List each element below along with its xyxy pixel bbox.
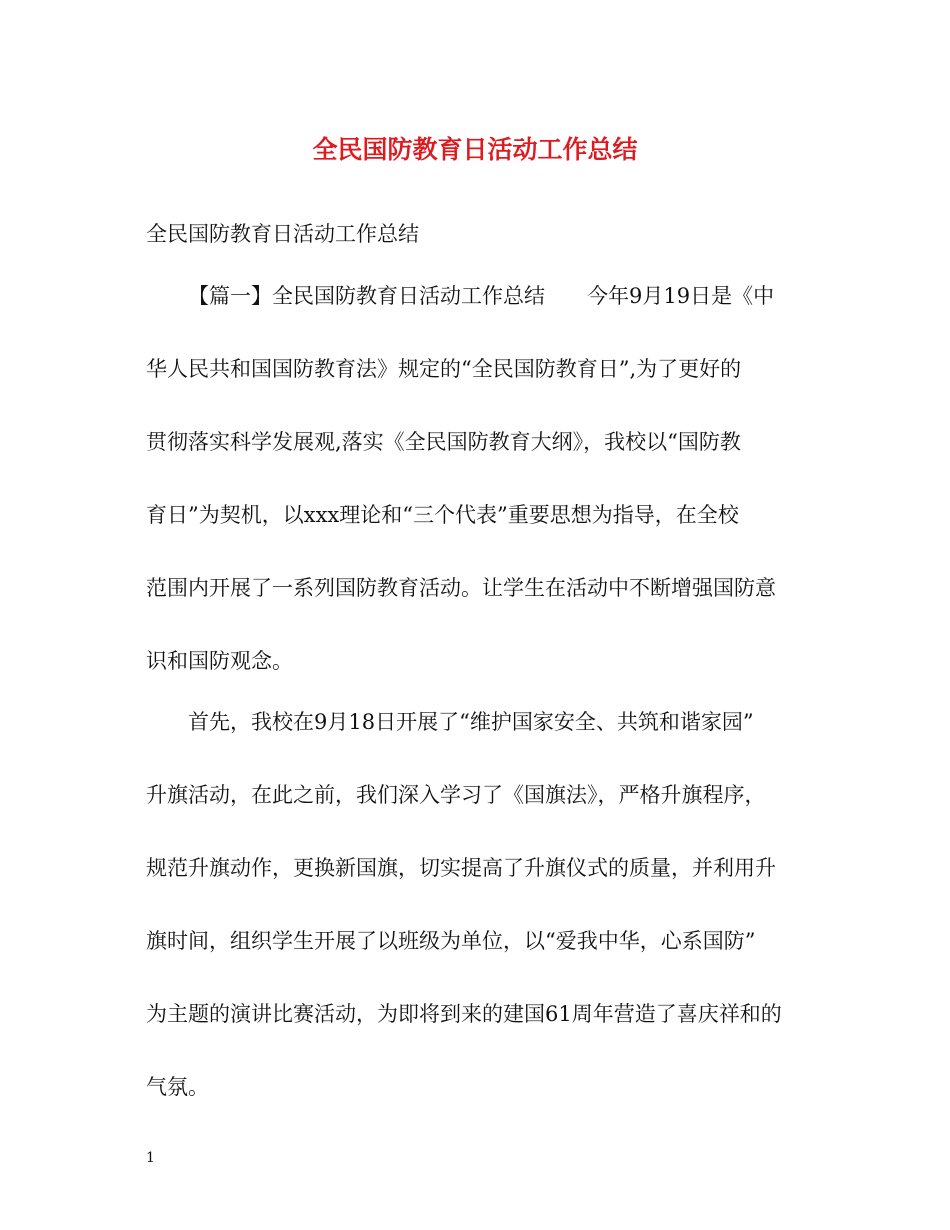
paragraph-line: 气氛。	[146, 1075, 209, 1099]
document-subtitle: 全民国防教育日活动工作总结	[146, 222, 419, 246]
paragraph-line: 育日”为契机，以xxx理论和“三个代表”重要思想为指导，在全校	[146, 503, 739, 527]
page-number: 1	[146, 1150, 155, 1166]
paragraph-line: 识和国防观念。	[146, 649, 293, 673]
paragraph-line: 贯彻落实科学发展观,落实《全民国防教育大纲》，我校以“国防教	[146, 430, 741, 454]
paragraph-line: 为主题的演讲比赛活动，为即将到来的建国61周年营造了喜庆祥和的	[146, 1002, 782, 1026]
paragraph-line: 华人民共和国国防教育法》规定的“全民国防教育日”,为了更好的	[146, 357, 742, 381]
paragraph-line: 范围内开展了一系列国防教育活动。让学生在活动中不断增强国防意	[146, 576, 776, 600]
paragraph-line: 升旗活动，在此之前，我们深入学习了《国旗法》，严格升旗程序，	[146, 783, 766, 807]
paragraph-line: 【篇一】全民国防教育日活动工作总结 今年9月19日是《中	[188, 284, 775, 308]
document-title: 全民国防教育日活动工作总结	[312, 135, 638, 164]
paragraph-2	[146, 706, 826, 1144]
paragraph-1	[146, 280, 826, 718]
paragraph-line: 首先，我校在9月18日开展了“维护国家安全、共筑和谐家园”	[188, 710, 754, 734]
paragraph-line: 旗时间，组织学生开展了以班级为单位，以“爱我中华，心系国防”	[146, 929, 756, 953]
paragraph-line: 规范升旗动作，更换新国旗，切实提高了升旗仪式的质量，并利用升	[146, 856, 776, 880]
